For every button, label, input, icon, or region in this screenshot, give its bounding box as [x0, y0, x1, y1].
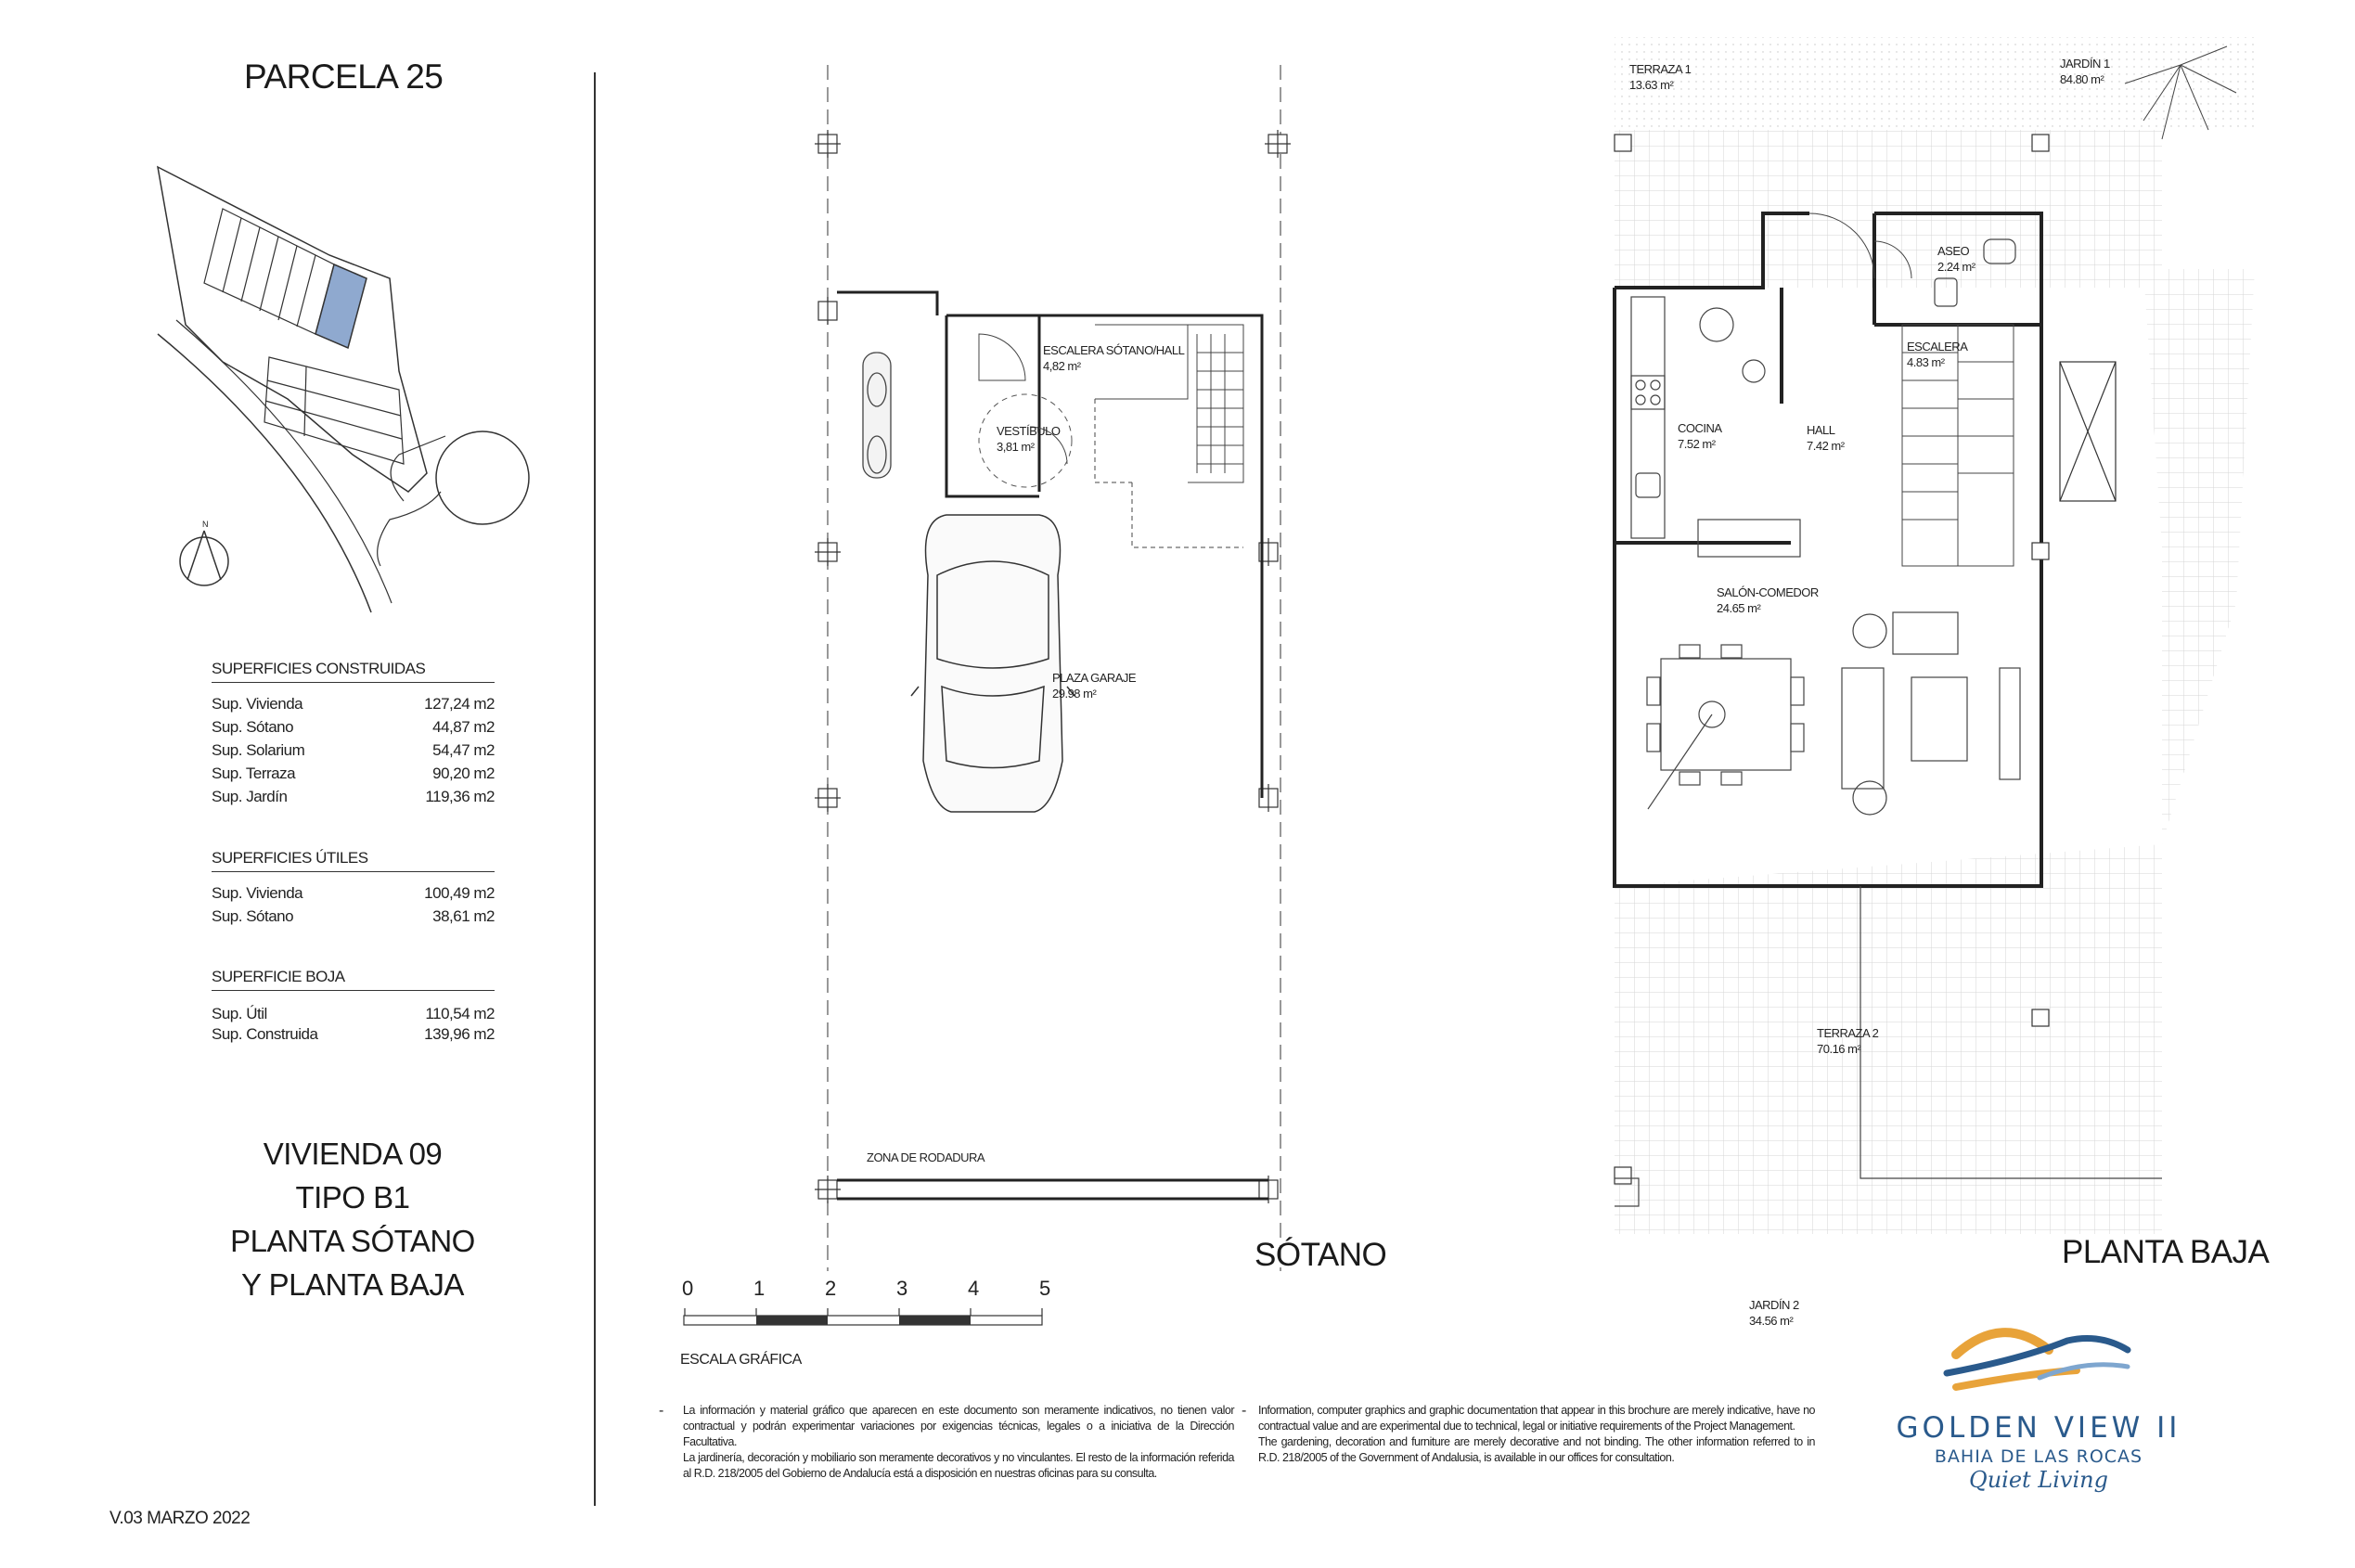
row-value: 38,61 m2 — [432, 907, 495, 925]
room-terraza-2 — [1817, 1025, 1878, 1057]
row-label: Sup. Solarium — [212, 741, 305, 759]
room-cocina — [1678, 420, 1722, 452]
table-row — [212, 1004, 495, 1024]
row-label: Sup. Sótano — [212, 907, 294, 925]
car-icon — [911, 515, 1075, 812]
room-escalera-sotano — [1043, 342, 1184, 374]
row-value: 119,36 m2 — [425, 788, 495, 805]
room-name: COCINA — [1678, 421, 1722, 435]
table-row — [212, 905, 495, 928]
sofa-icon — [1842, 612, 2020, 815]
sotano-plan — [817, 56, 1299, 1280]
room-name: JARDÍN 1 — [2060, 57, 2110, 71]
room-name: ASEO — [1937, 244, 1970, 258]
disclaimer-en-1: Information, computer graphics and graphic documentation that appear in this brochure are merely indicative, have no contractual value and are experimental due to technical, legal or initiative requirements of the Project Management. — [1258, 1404, 1815, 1433]
room-jardin-2 — [1749, 1297, 1799, 1329]
room-area: 3,81 m² — [997, 440, 1035, 454]
table-row — [212, 785, 495, 808]
planter-box — [2060, 362, 2116, 501]
row-value: 54,47 m2 — [432, 741, 495, 759]
room-escalera — [1907, 339, 1967, 370]
table-row — [212, 881, 495, 905]
motorbike-icon — [863, 353, 891, 478]
room-area: 70.16 m² — [1817, 1042, 1861, 1056]
room-name: VESTÍBULO — [997, 424, 1061, 438]
superficies-construidas-table — [212, 660, 495, 808]
disclaimer-es-2: La jardinería, decoración y mobiliario son meramente decorativos y no vinculantes. El resto de la información referida al R.D. 218/2005 del Gobierno de Andalucía está a disposición en nuestras oficinas para su consulta. — [683, 1451, 1234, 1480]
unit-line-3: PLANTA SÓTANO — [230, 1224, 475, 1258]
table-row — [212, 762, 495, 785]
row-value: 127,24 m2 — [424, 695, 495, 713]
north-arrow-icon — [180, 531, 228, 585]
logo-tagline: Quiet Living — [1969, 1467, 2108, 1493]
room-name: JARDÍN 2 — [1749, 1298, 1799, 1312]
row-label: Sup. Sótano — [212, 718, 294, 736]
scale-bar-graphic — [682, 1303, 1053, 1340]
unit-line-2: TIPO B1 — [295, 1180, 410, 1215]
room-area: 4,82 m² — [1043, 359, 1081, 373]
row-label: Sup. Vivienda — [212, 695, 303, 713]
room-hall — [1807, 422, 1845, 454]
room-aseo — [1937, 243, 1975, 275]
room-name: HALL — [1807, 423, 1835, 437]
room-area: 13.63 m² — [1629, 78, 1674, 92]
row-value: 139,96 m2 — [424, 1025, 495, 1043]
unit-line-4: Y PLANTA BAJA — [241, 1267, 464, 1302]
superficie-boja-table — [212, 968, 495, 1045]
row-label: Sup. Vivienda — [212, 884, 303, 902]
terraza-2-area — [1615, 844, 2162, 1234]
scale-tick: 0 — [682, 1277, 694, 1300]
table-row — [212, 739, 495, 762]
room-area: 24.65 m² — [1717, 601, 1761, 615]
disclaimer-es: - La información y material gráfico que aparecen en este documento son meramente indicativos, no tienen valor contractual y podrán experimentar variaciones por exigencias técnicas, legales o a iniciativa de la Dirección Facultativa. La jardinería, decoración y mobiliario son meramente decorativos y no vinculantes. El resto de la información referida al R.D. 218/2005 del Gobierno de Andalucía está a disposición en nuestras oficinas para su consulta. — [659, 1403, 1234, 1480]
disclaimer-en: - Information, computer graphics and graphic documentation that appear in this brochure are merely indicative, have no contractual value and are experimental due to technical, legal or initiative requirements of the Project Management. The gardening, decoration and furniture are merely decorative and not binding. The other information referred to in R.D. 218/2005 of the Government of Andalusia, is available in our offices for consultation. — [1242, 1403, 1815, 1464]
scale-tick: 1 — [753, 1277, 766, 1300]
column-divider — [594, 72, 596, 1506]
room-salon-comedor — [1717, 585, 1819, 616]
dining-table — [1647, 645, 1804, 809]
superficies-utiles-heading: SUPERFICIES ÚTILES — [212, 849, 495, 872]
unit-title — [213, 1132, 492, 1306]
row-label: Sup. Construida — [212, 1025, 318, 1043]
scale-tick: 5 — [1039, 1277, 1051, 1300]
room-name: TERRAZA 2 — [1817, 1026, 1879, 1040]
row-value: 110,54 m2 — [425, 1005, 495, 1022]
room-area: 7.52 m² — [1678, 437, 1716, 451]
golden-view-logo-icon — [1937, 1322, 2132, 1406]
scale-label: ESCALA GRÁFICA — [680, 1352, 802, 1368]
north-label: N — [202, 520, 209, 529]
row-value: 90,20 m2 — [432, 765, 495, 782]
site-plan — [148, 158, 557, 622]
room-zona-rodadura: ZONA DE RODADURA — [867, 1150, 985, 1164]
room-jardin-1 — [2060, 56, 2110, 87]
row-label: Sup. Terraza — [212, 765, 296, 782]
room-name: PLAZA GARAJE — [1052, 671, 1137, 685]
superficies-utiles-table — [212, 849, 495, 928]
room-vestibulo — [997, 423, 1060, 455]
scale-tick: 2 — [825, 1277, 837, 1300]
room-area: 7.42 m² — [1807, 439, 1845, 453]
room-area: 4.83 m² — [1907, 355, 1945, 369]
room-name: ESCALERA SÓTANO/HALL — [1043, 343, 1185, 357]
scale-bar — [682, 1277, 1053, 1344]
row-value: 44,87 m2 — [432, 718, 495, 736]
superficie-boja-heading: SUPERFICIE BOJA — [212, 968, 495, 991]
room-area: 29.98 m² — [1052, 687, 1097, 700]
row-label: Sup. Jardín — [212, 788, 288, 805]
room-area: 84.80 m² — [2060, 72, 2104, 86]
room-area: 34.56 m² — [1749, 1314, 1794, 1328]
table-row — [212, 715, 495, 739]
logo-name: GOLDEN VIEW II — [1896, 1411, 2181, 1445]
sotano-label: SÓTANO — [1255, 1237, 1387, 1273]
room-area: 2.24 m² — [1937, 260, 1975, 274]
room-name: TERRAZA 1 — [1629, 62, 1692, 76]
room-name: ESCALERA — [1907, 340, 1968, 353]
unit-line-1: VIVIENDA 09 — [263, 1137, 443, 1171]
room-name: SALÓN-COMEDOR — [1717, 585, 1819, 599]
scale-tick: 4 — [968, 1277, 980, 1300]
version-label: V.03 MARZO 2022 — [109, 1509, 251, 1528]
scale-tick: 3 — [896, 1277, 908, 1300]
jardin-1-area — [1615, 37, 2255, 130]
highlighted-plot — [315, 264, 367, 348]
disclaimer-en-2: The gardening, decoration and furniture are merely decorative and not binding. The other information referred to in R.D. 218/2005 of the Government of Andalusia, is available in our offices for consultation. — [1258, 1435, 1815, 1464]
disclaimer-es-1: La información y material gráfico que aparecen en este documento son meramente indicativos, no tienen valor contractual y podrán experimentar variaciones por exigencias técnicas, legales o a iniciativa de la Dirección Facultativa. — [683, 1404, 1234, 1448]
table-row — [212, 1024, 495, 1045]
table-row — [212, 692, 495, 715]
room-terraza-1 — [1629, 61, 1691, 93]
row-value: 100,49 m2 — [424, 884, 495, 902]
parcel-title: PARCELA 25 — [244, 58, 444, 96]
row-label: Sup. Útil — [212, 1005, 267, 1022]
logo-block — [1885, 1411, 2192, 1493]
planta-baja-plan — [1605, 28, 2273, 1253]
room-plaza-garaje — [1052, 670, 1136, 701]
planta-baja-label: PLANTA BAJA — [2062, 1234, 2270, 1270]
superficies-construidas-heading: SUPERFICIES CONSTRUIDAS — [212, 660, 495, 683]
logo-sub: BAHIA DE LAS ROCAS — [1934, 1446, 2143, 1467]
